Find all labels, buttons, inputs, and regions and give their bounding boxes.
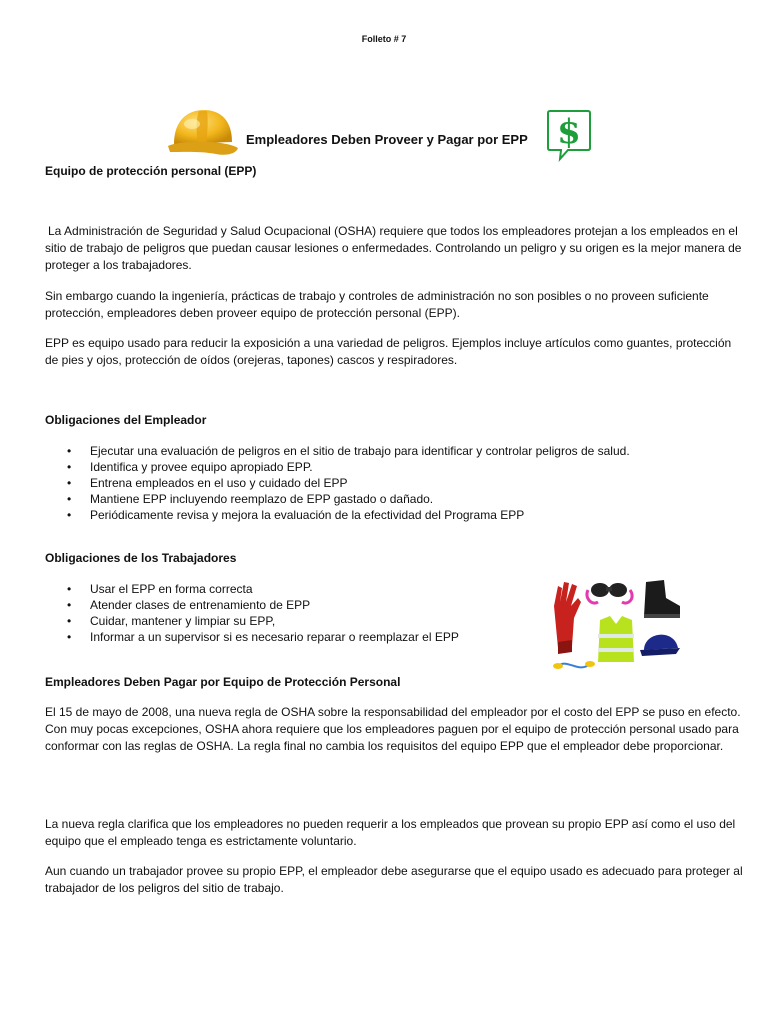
paragraph-nueva-regla: El 15 de mayo de 2008, una nueva regla de OSHA sobre la responsabilidad del empleador por el costo del EPP se puso en efecto. Con muy pocas excepciones, OSHA ahora requiere que los empleadores paguen por el equipo de protección personal usado para conformar con las reglas de OSHA. La regla final no cambia los requisitos del equipo EPP que el empleador debe proporcionar. [45, 705, 741, 753]
paragraph-osha: La Administración de Seguridad y Salud Ocupacional (OSHA) requiere que todos los empleadores protejan a los empleados en el sitio de trabajo de peligros que puedan causar lesiones o enfermedades. Controlando un peligro y su origen es la mejor manera de proteger a los trabajadores. [45, 224, 742, 272]
list-item: • Ejecutar una evaluación de peligros en el sitio de trabajo para identificar y controlar peligros de salud. [45, 443, 630, 459]
list-item: • Usar el EPP en forma correcta [45, 581, 459, 597]
paragraph-epp-equipo: EPP es equipo usado para reducir la exposición a una variedad de peligros. Ejemplos incluye artículos como guantes, protección de pies y ojos, protección de oídos (orejeras, tapones) cascos y respiradores. [45, 336, 732, 367]
list-item: • Periódicamente revisa y mejora la evaluación de la efectividad del Programa EPP [45, 507, 630, 523]
list-item: • Atender clases de entrenamiento de EPP [45, 597, 459, 613]
paragraph-sin-embargo: Sin embargo cuando la ingeniería, prácticas de trabajo y controles de administración no son posibles o no proveen suficiente protección, empleadores deben proveer equipo de protección personal (EPP). [45, 289, 709, 320]
page-title: Empleadores Deben Proveer y Pagar por EPP [246, 132, 528, 147]
dollar-sign-icon [546, 108, 592, 162]
list-item: • Informar a un supervisor si es necesario reparar o reemplazar el EPP [45, 629, 459, 645]
section-heading-workers: Obligaciones de los Trabajadores [45, 551, 237, 565]
paragraph-clarifica: La nueva regla clarifica que los empleadores no pueden requerir a los empleados que provean su propio EPP así como el uso del equipo que el empleado tenga es estrictamente voluntario. [45, 817, 736, 848]
section-heading-pay: Empleadores Deben Pagar por Equipo de Protección Personal [45, 675, 401, 689]
folleto-number: Folleto # 7 [361, 34, 407, 44]
list-item: • Mantiene EPP incluyendo reemplazo de EPP gastado o dañado. [45, 491, 630, 507]
paragraph-aun-cuando: Aun cuando un trabajador provee su propio EPP, el empleador debe asegurarse que el equipo usado es adecuado para proteger al trabajador de los peligros del sitio de trabajo. [45, 864, 743, 895]
svg-text:$: $ [557, 112, 581, 152]
worker-obligations-list [45, 581, 459, 645]
ppe-equipment-image [548, 576, 684, 676]
section-heading-employer: Obligaciones del Empleador [45, 413, 207, 427]
employer-obligations-list [45, 443, 630, 523]
list-item: • Identifica y provee equipo apropiado EPP. [45, 459, 630, 475]
hard-hat-icon [166, 104, 240, 160]
list-item: • Cuidar, mantener y limpiar su EPP, [45, 613, 459, 629]
section-heading-epp: Equipo de protección personal (EPP) [45, 164, 257, 178]
list-item: • Entrena empleados en el uso y cuidado del EPP [45, 475, 630, 491]
